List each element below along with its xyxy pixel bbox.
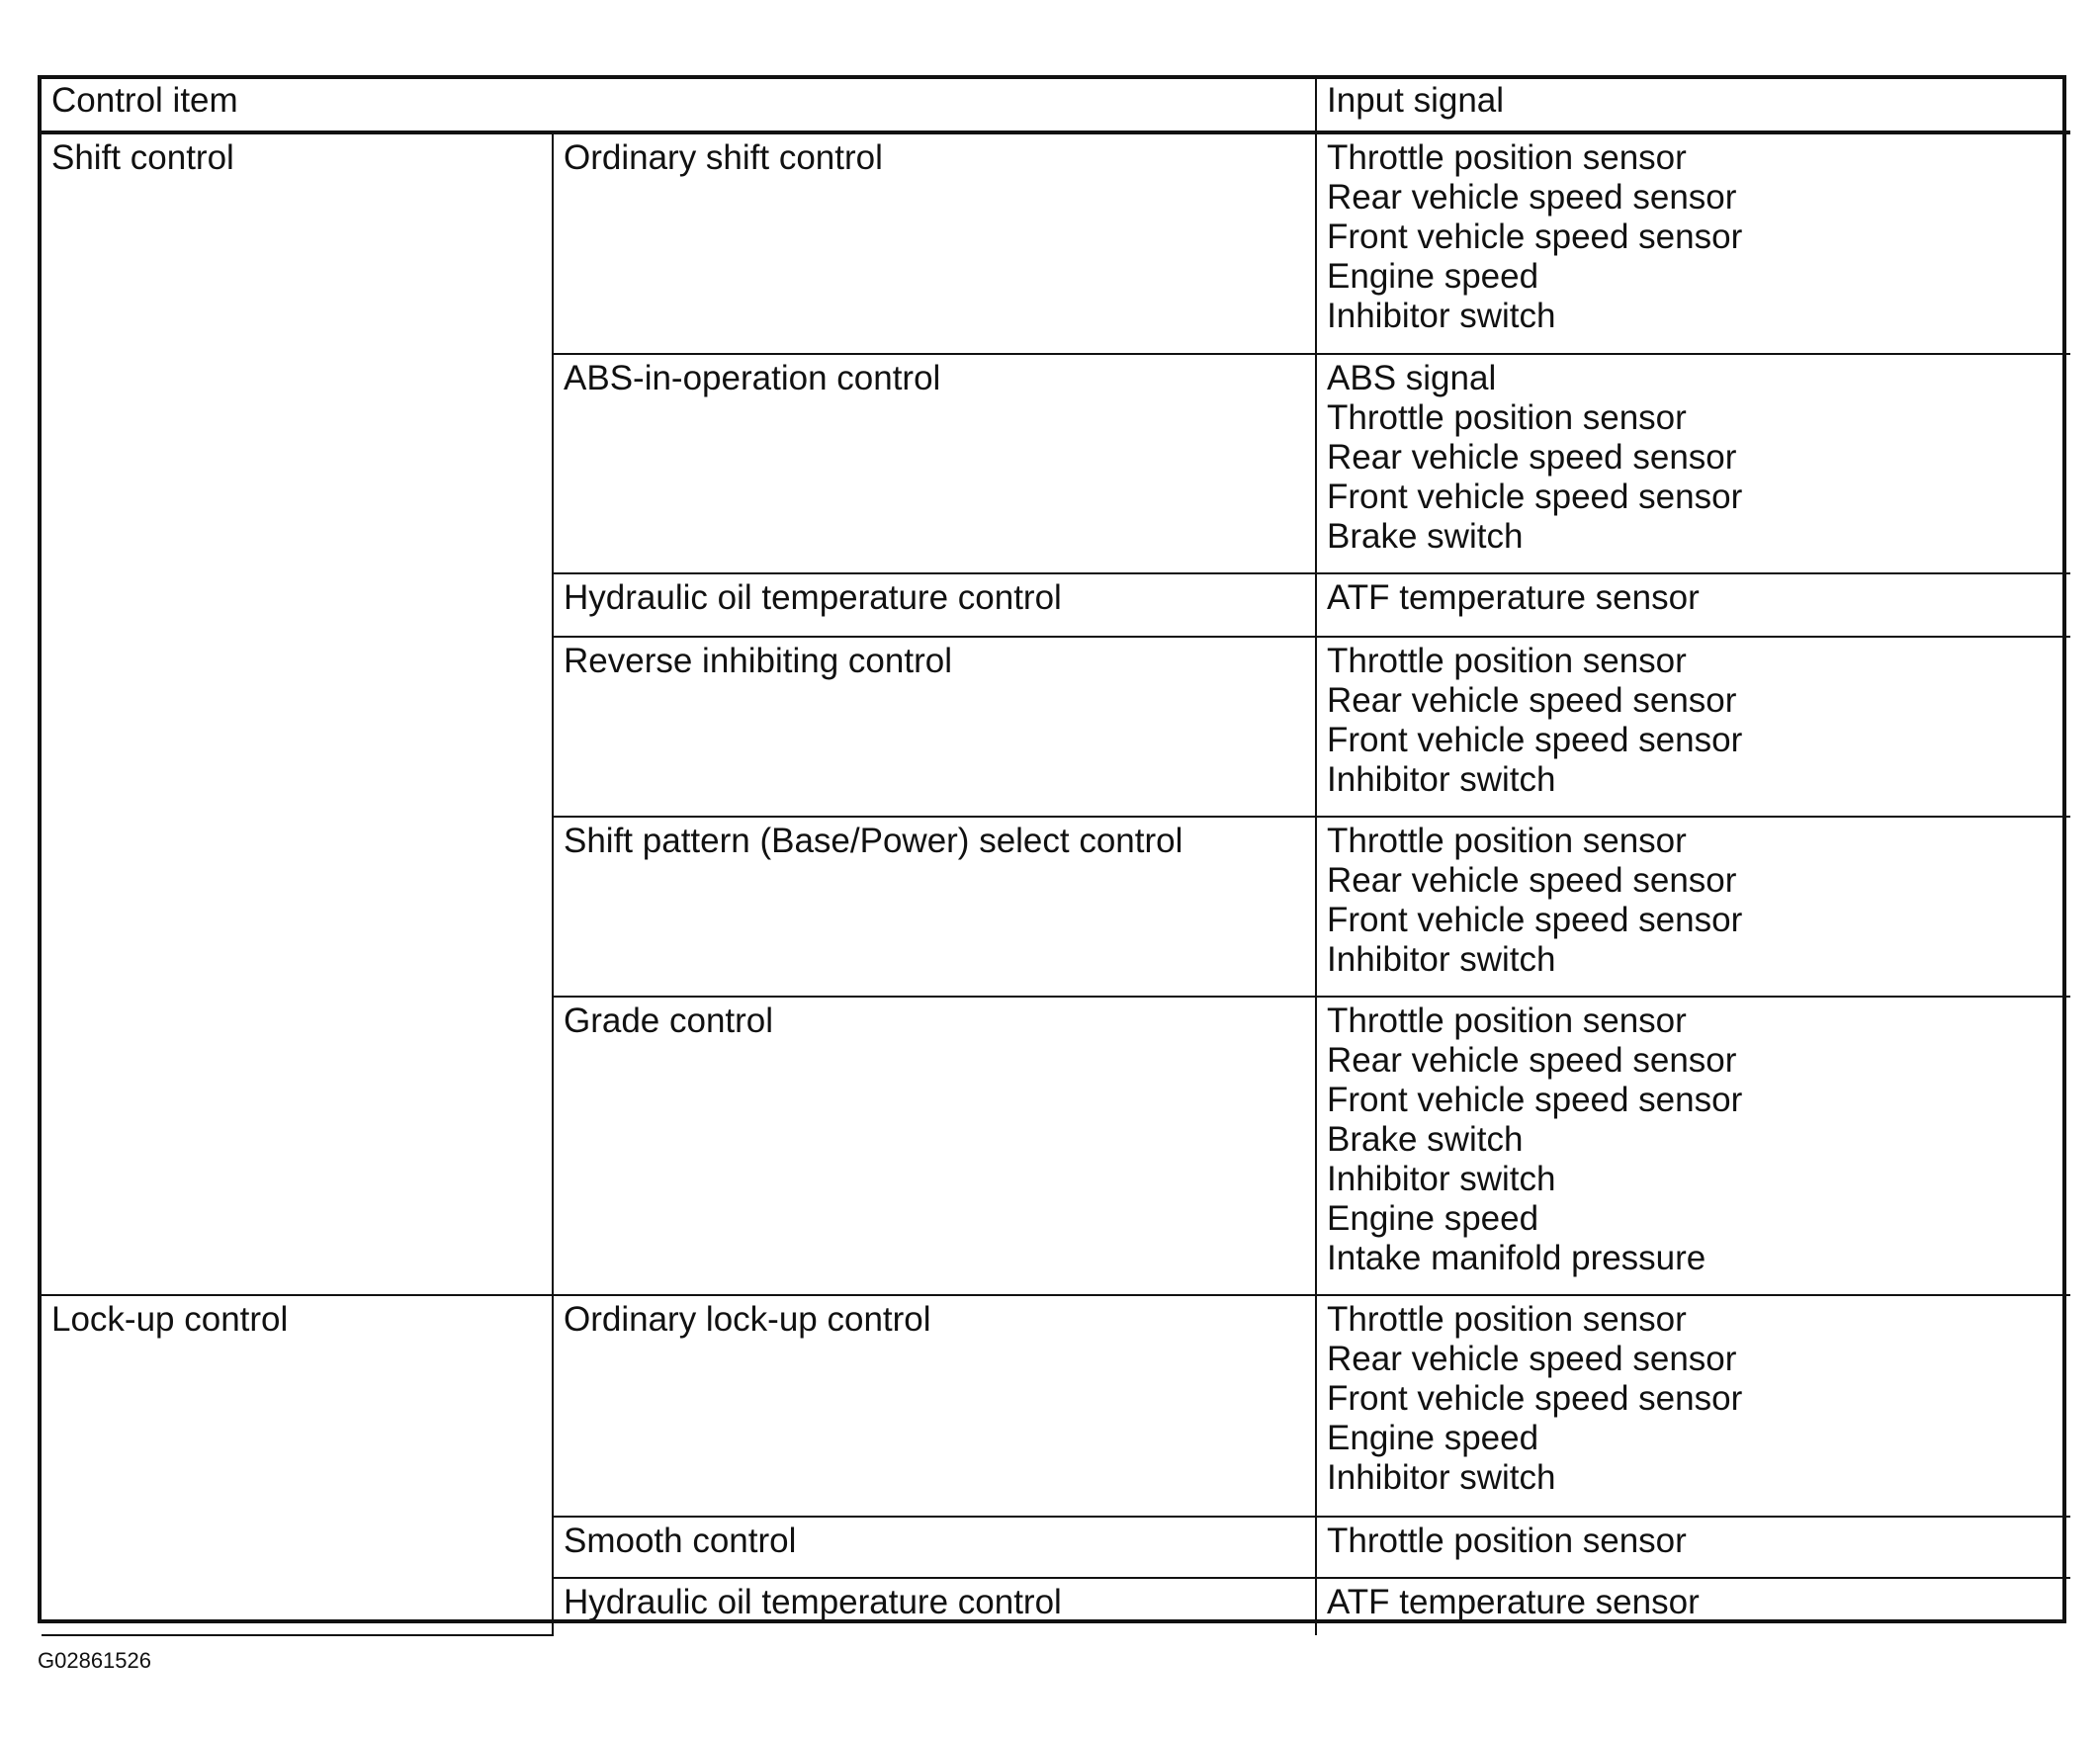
signal-line: Rear vehicle speed sensor: [1327, 861, 1737, 900]
control-item-cell: ABS-in-operation control: [553, 354, 1316, 573]
signal-line: Throttle position sensor: [1327, 398, 1687, 437]
signal-line: Inhibitor switch: [1327, 760, 1556, 799]
signal-line: Throttle position sensor: [1327, 138, 1687, 177]
input-signal-cell: [1316, 354, 2070, 573]
signal-line: Inhibitor switch: [1327, 940, 1556, 979]
signal-line: Engine speed: [1327, 257, 1539, 296]
table-row: [42, 1295, 2070, 1517]
signal-line: Front vehicle speed sensor: [1327, 1081, 1743, 1119]
input-signal-cell: [1316, 1517, 2070, 1578]
group-label-shift-control: Shift control: [42, 132, 553, 1295]
table-header-row: [42, 79, 2070, 132]
signal-line: Rear vehicle speed sensor: [1327, 681, 1737, 720]
signal-line: Rear vehicle speed sensor: [1327, 438, 1737, 477]
control-item-cell: Hydraulic oil temperature control: [553, 573, 1316, 637]
signal-line: Throttle position sensor: [1327, 822, 1687, 860]
signal-line: Front vehicle speed sensor: [1327, 1379, 1743, 1418]
signal-line: Inhibitor switch: [1327, 297, 1556, 335]
signal-line: Rear vehicle speed sensor: [1327, 178, 1737, 217]
signal-line: Front vehicle speed sensor: [1327, 901, 1743, 939]
signal-line: Rear vehicle speed sensor: [1327, 1041, 1737, 1080]
signal-line: Engine speed: [1327, 1419, 1539, 1457]
control-item-cell: Hydraulic oil temperature control: [553, 1578, 1316, 1635]
signal-line: Front vehicle speed sensor: [1327, 218, 1743, 256]
signal-line: Throttle position sensor: [1327, 642, 1687, 680]
input-signal-cell: [1316, 573, 2070, 637]
control-item-table: [42, 79, 2070, 1636]
signal-line: Throttle position sensor: [1327, 1001, 1687, 1040]
signal-line: ATF temperature sensor: [1327, 578, 1700, 617]
signal-line: Brake switch: [1327, 1120, 1524, 1159]
input-signal-cell: [1316, 997, 2070, 1295]
signal-line: Engine speed: [1327, 1199, 1539, 1238]
input-signal-cell: [1316, 637, 2070, 817]
table-row: [42, 132, 2070, 354]
signal-line: Inhibitor switch: [1327, 1160, 1556, 1198]
header-input-signal: Input signal: [1316, 79, 2070, 132]
signal-line: Inhibitor switch: [1327, 1458, 1556, 1497]
header-control-item: Control item: [42, 79, 1316, 132]
control-item-table-frame: [38, 75, 2066, 1623]
group-label-lock-up-control: Lock-up control: [42, 1295, 553, 1635]
control-item-cell: Reverse inhibiting control: [553, 637, 1316, 817]
signal-line: Rear vehicle speed sensor: [1327, 1340, 1737, 1378]
signal-line: Brake switch: [1327, 517, 1524, 556]
signal-line: Throttle position sensor: [1327, 1300, 1687, 1339]
signal-line: ABS signal: [1327, 359, 1497, 397]
figure-code: G02861526: [38, 1648, 151, 1673]
input-signal-cell: [1316, 817, 2070, 997]
control-item-cell: Ordinary lock-up control: [553, 1295, 1316, 1517]
control-item-cell: Smooth control: [553, 1517, 1316, 1578]
input-signal-cell: [1316, 1578, 2070, 1635]
signal-line: Throttle position sensor: [1327, 1522, 1687, 1560]
signal-line: ATF temperature sensor: [1327, 1583, 1700, 1621]
control-item-cell: Ordinary shift control: [553, 132, 1316, 354]
input-signal-cell: [1316, 132, 2070, 354]
control-item-cell: Shift pattern (Base/Power) select control: [553, 817, 1316, 997]
input-signal-cell: [1316, 1295, 2070, 1517]
signal-line: Front vehicle speed sensor: [1327, 721, 1743, 759]
control-item-cell: Grade control: [553, 997, 1316, 1295]
signal-line: Front vehicle speed sensor: [1327, 478, 1743, 516]
signal-line: Intake manifold pressure: [1327, 1239, 1706, 1277]
